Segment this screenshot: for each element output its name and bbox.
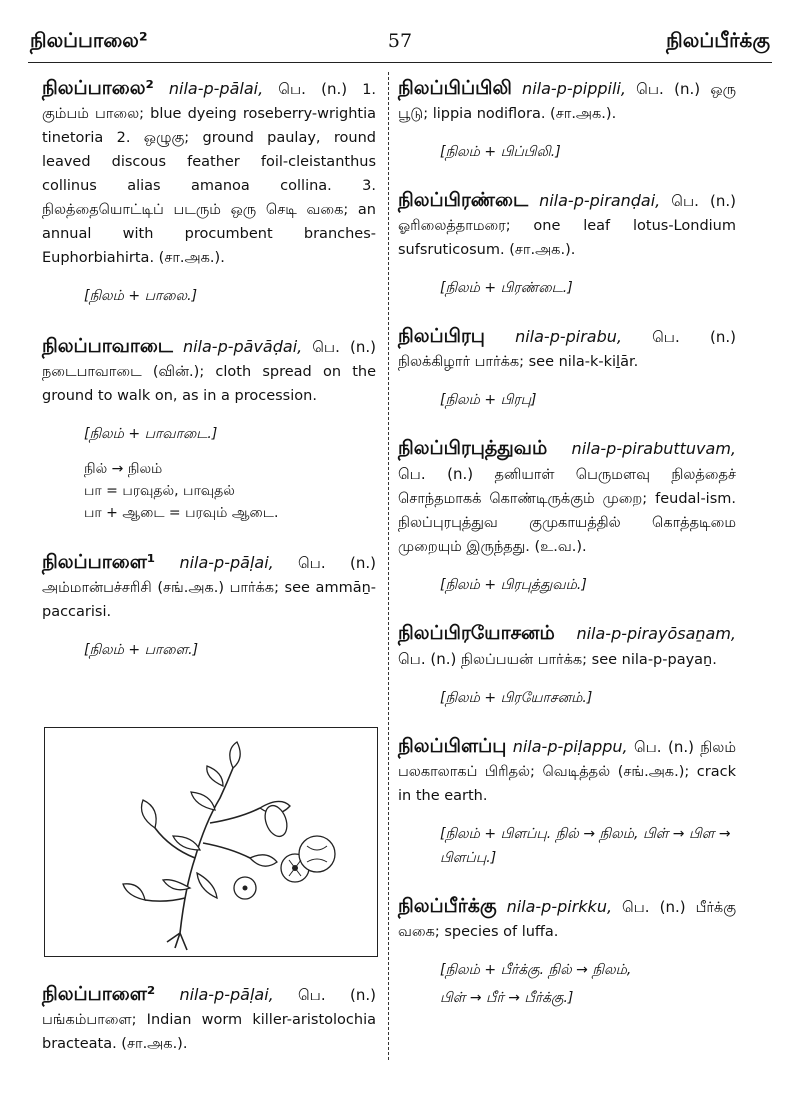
part-of-speech: பெ. (n.) (652, 328, 737, 346)
definition: பீர்க்கு வகை; species of luffa. (398, 900, 737, 940)
dictionary-entry (398, 894, 736, 1010)
definition: நிலக்கிழார் பார்க்க; see nila-k-kiḻār. (398, 354, 639, 370)
etymology: [நிலம் + பாவாடை.] (84, 426, 218, 442)
headword: நிலப்பிரயோசனம் (398, 622, 555, 644)
headword: நிலப்பிப்பிலி (398, 77, 512, 99)
dictionary-entry (398, 76, 736, 164)
page-header (30, 28, 770, 62)
right-column (398, 76, 736, 1028)
definition: அம்மான்பச்சரிசி (சங்.அக.) பார்க்க; see ammāṉ- paccarisi. (42, 580, 376, 620)
part-of-speech: பெ. (n.) (621, 898, 686, 916)
etymology: பிள் → பீர் → பீர்க்கு.] (440, 990, 574, 1006)
derivation-line: பா + ஆடை = பரவும் ஆடை. (84, 505, 279, 521)
part-of-speech: பெ. (n.) (312, 338, 377, 356)
part-of-speech: பெ. (n.) (298, 554, 377, 572)
etymology: [நிலம் + பிரபுத்துவம்.] (440, 577, 587, 593)
plant-illustration (44, 727, 378, 957)
transliteration: nila-p-pirayōsaṉam, (576, 624, 736, 643)
header-rule (28, 62, 772, 63)
part-of-speech: பெ. (n.) (398, 465, 474, 483)
headword: நிலப்பாவாடை (42, 335, 173, 357)
definition: ஓரிலைத்தாமரை; one leaf lotus-Londium sufsruticosum. (சா.அக.). (398, 218, 736, 258)
etymology: [நிலம் + பாலை.] (84, 288, 198, 304)
etymology: [நிலம் + பிரபு] (440, 392, 537, 408)
page-number: 57 (387, 30, 413, 52)
dictionary-entry (398, 324, 736, 412)
part-of-speech: பெ. (n.) (636, 80, 701, 98)
dictionary-entry (42, 550, 376, 662)
dictionary-entry (398, 436, 736, 597)
part-of-speech: பெ. (n.) (398, 650, 457, 668)
etymology: [நிலம் + பிரண்டை.] (440, 280, 573, 296)
column-divider (388, 72, 389, 1060)
etymology: [நிலம் + பாளை.] (84, 642, 199, 658)
headword: நிலப்பிளப்பு (398, 735, 507, 757)
plant-illustration-icon (45, 728, 377, 956)
dictionary-entry (398, 734, 736, 870)
etymology: [நிலம் + பீர்க்கு. நில் → நிலம், (440, 962, 632, 978)
transliteration: nila-p-pāvāḍai, (182, 337, 303, 356)
dictionary-entry (42, 982, 376, 1056)
transliteration: nila-p-pāḷai, (179, 553, 274, 572)
dictionary-entry (398, 188, 736, 300)
dictionary-entry (398, 621, 736, 710)
headword: நிலப்பிரபு (398, 325, 485, 347)
running-head-right: நிலப்பீர்க்கு (666, 28, 770, 52)
transliteration: nila-p-piranḍai, (539, 191, 661, 210)
definition: 1. கும்பம் பாலை; blue dyeing roseberry-wrightia tinetoria 2. ஒழுகு; ground paulay, round leaved discous feather foil-cleistanthus collinus alias amanoa collina. 3. நிலத்தையொட்டிப் படரும் ஒரு செடி வகை; an annual with procumbent branches-Euphorbiahirta. (சா.அக.). (42, 82, 377, 266)
derivation-line: பா = பரவுதல், பாவுதல் (84, 483, 235, 499)
transliteration: nila-p-pirkku, (506, 897, 613, 916)
headword: நிலப்பீர்க்கு (398, 895, 497, 917)
headword: நிலப்பிரபுத்துவம் (398, 437, 548, 459)
headword: நிலப்பாளை² (42, 983, 156, 1005)
part-of-speech: பெ. (n.) (278, 80, 348, 98)
etymology: [நிலம் + பிப்பிலி.] (440, 144, 561, 160)
headword: நிலப்பாளை¹ (42, 551, 156, 573)
definition: தனியாள் பெருமளவு நிலத்தைச் சொந்தமாகக் கொண்டிருக்கும் முறை; feudal-ism. நிலப்புரபுத்துவ குமுகாயத்தில் கொத்தடிமை முறையும் இருந்தது. (உ.வ.). (398, 467, 737, 555)
definition: பங்கம்பாளை; Indian worm killer-aristolochia bracteata. (சா.அக.). (42, 1012, 376, 1052)
transliteration: nila-p-pirabu, (515, 327, 622, 346)
dictionary-entry (42, 334, 376, 524)
etymology: [நிலம் + பிளப்பு. நில் → நிலம், பிள் → பிள → பிளப்பு.] (440, 826, 731, 866)
running-head-left: நிலப்பாலை² (30, 28, 148, 52)
derivation-line: நில் → நிலம் (84, 461, 163, 477)
part-of-speech: பெ. (n.) (671, 192, 737, 210)
transliteration: nila-p-pāḷai, (179, 985, 274, 1004)
dictionary-entry (42, 76, 376, 308)
definition: நிலம் பலகாலாகப் பிரிதல்; வெடித்தல் (சங்.அக.); crack in the earth. (398, 740, 736, 804)
part-of-speech: பெ. (n.) (298, 986, 377, 1004)
left-column (42, 76, 376, 680)
definition: நடைபாவாடை (வின்.); cloth spread on the ground to walk on, as in a procession. (42, 364, 376, 404)
definition: நிலப்பயன் பார்க்க; see nila-p-payaṉ. (460, 652, 717, 668)
transliteration: nila-p-pālai, (168, 79, 264, 98)
part-of-speech: பெ. (n.) (633, 738, 694, 756)
etymology: [நிலம் + பிரயோசனம்.] (440, 690, 593, 706)
definition: ஒரு பூடு; lippia nodiflora. (சா.அக.). (398, 82, 737, 122)
headword: நிலப்பிரண்டை (398, 189, 529, 211)
transliteration: nila-p-pirabuttuvam, (571, 439, 736, 458)
headword: நிலப்பாலை² (42, 77, 154, 99)
transliteration: nila-p-piḷappu, (512, 737, 628, 756)
transliteration: nila-p-pippili, (522, 79, 626, 98)
